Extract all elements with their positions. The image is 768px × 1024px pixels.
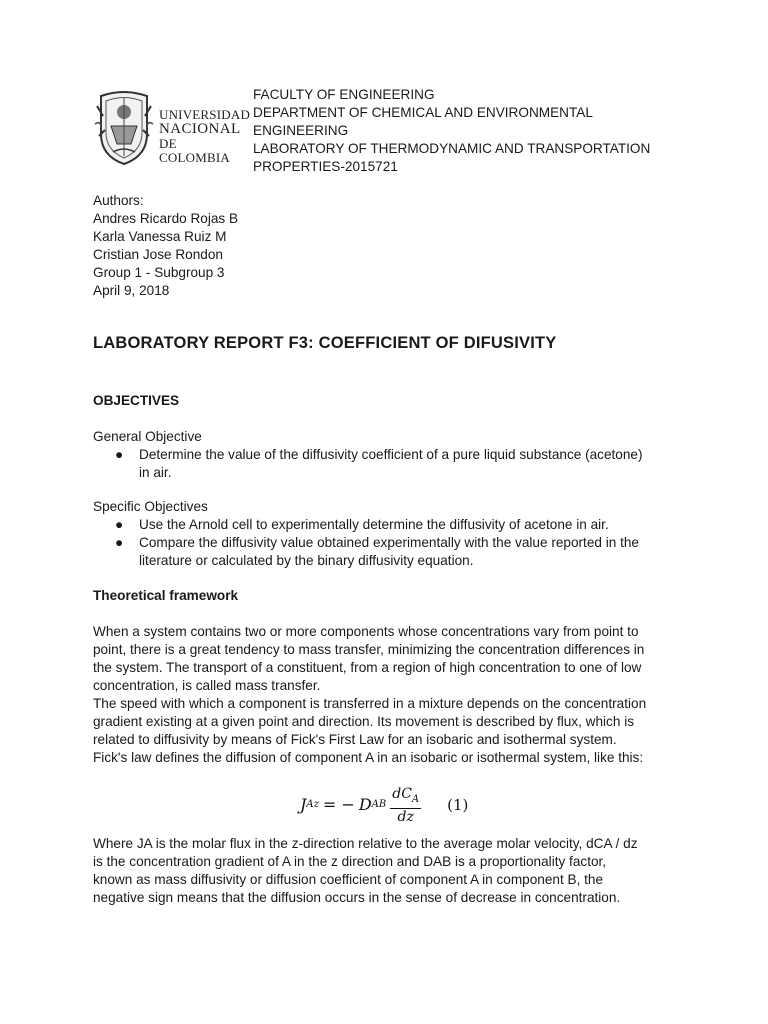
logo-line-2: NACIONAL [159, 121, 241, 137]
paragraph-line: the system. The transport of a constituent, from a region of high concentration to one of low [93, 660, 642, 675]
paragraph-line: is the concentration gradient of A in the z direction and DAB is a proportionality factor, [93, 854, 607, 869]
logo-line-3: DE COLOMBIA [159, 136, 230, 165]
objectives-heading: OBJECTIVES [93, 393, 180, 408]
list-item-line: Determine the value of the diffusivity coefficient of a pure liquid substance (acetone) [139, 447, 643, 462]
general-objective-heading: General Objective [93, 429, 202, 444]
bullet-icon: ● [115, 447, 124, 462]
list-item [93, 516, 683, 534]
authors-block [93, 192, 238, 300]
eq-denominator: dz [397, 808, 414, 825]
list-item-line: literature or calculated by the binary diffusivity equation. [139, 553, 474, 568]
ficks-law-equation [300, 786, 468, 825]
equation-explanation [93, 835, 683, 907]
eq-numerator-sub: A [411, 793, 420, 805]
general-objective-list [93, 446, 683, 482]
report-date: April 9, 2018 [93, 283, 170, 298]
eq-coef: D [358, 795, 372, 815]
author-name: Andres Ricardo Rojas B [93, 211, 239, 226]
specific-objectives-list [93, 516, 683, 570]
paragraph-line: The speed with which a component is transferred in a mixture depends on the concentration [93, 696, 647, 711]
logo-line-1: UNIVERSIDAD [159, 107, 251, 122]
framework-heading: Theoretical framework [93, 588, 239, 603]
equation-number: (1) [447, 796, 469, 815]
eq-lhs-sub: Az [306, 799, 319, 811]
header-line: DEPARTMENT OF CHEMICAL AND ENVIRONMENTAL [253, 105, 593, 120]
eq-lhs: J [300, 795, 307, 815]
faculty-header [253, 86, 693, 176]
header-line: ENGINEERING [253, 123, 349, 138]
eq-numerator: dC [392, 786, 412, 802]
header-line: FACULTY OF ENGINEERING [253, 87, 435, 102]
paragraph-line: gradient existing at a given point and direction. Its movement is described by flux, which is [93, 714, 635, 729]
list-item [93, 446, 683, 482]
eq-fraction [390, 786, 421, 825]
report-title: LABORATORY REPORT F3: COEFFICIENT OF DIFUSIVITY [93, 334, 557, 352]
paragraph-line: point, there is a great tendency to mass transfer, minimizing the concentration differences in [93, 642, 645, 657]
author-name: Karla Vanessa Ruiz M [93, 229, 227, 244]
university-seal-icon [93, 86, 155, 168]
paragraph-line: concentration, is called mass transfer. [93, 678, 321, 693]
bullet-icon: ● [115, 517, 124, 532]
paragraph-line: known as mass diffusivity or diffusion coefficient of component A in component B, the [93, 872, 604, 887]
eq-equals: = − [322, 795, 355, 815]
list-item-line: Use the Arnold cell to experimentally determine the diffusivity of acetone in air. [139, 517, 609, 532]
paragraph-line: negative sign means that the diffusion occurs in the sense of decrease in concentration. [93, 890, 621, 905]
list-item-line: Compare the diffusivity value obtained experimentally with the value reported in the [139, 535, 639, 550]
specific-objectives-heading: Specific Objectives [93, 499, 208, 514]
author-name: Cristian Jose Rondon [93, 247, 223, 262]
paragraph-line: When a system contains two or more components whose concentrations vary from point to [93, 624, 639, 639]
header-line: LABORATORY OF THERMODYNAMIC AND TRANSPORTATION [253, 141, 651, 156]
framework-text [93, 623, 683, 767]
authors-label: Authors: [93, 193, 144, 208]
list-item-line: in air. [139, 465, 172, 480]
list-item [93, 534, 683, 570]
header-line: PROPERTIES-2015721 [253, 159, 398, 174]
university-name [159, 108, 250, 165]
bullet-icon: ● [115, 535, 124, 550]
paragraph-line: related to diffusivity by means of Fick's First Law for an isobaric and isothermal system. [93, 732, 617, 747]
paragraph-line: Fick's law defines the diffusion of component A in an isobaric or isothermal system, like this: [93, 750, 644, 765]
group-info: Group 1 - Subgroup 3 [93, 265, 225, 280]
eq-coef-sub: AB [371, 799, 387, 811]
paragraph-line: Where JA is the molar flux in the z-direction relative to the average molar velocity, dCA / dz [93, 836, 638, 851]
specific-objectives-section [93, 498, 683, 570]
university-logo [93, 86, 251, 168]
general-objective-section [93, 428, 683, 482]
